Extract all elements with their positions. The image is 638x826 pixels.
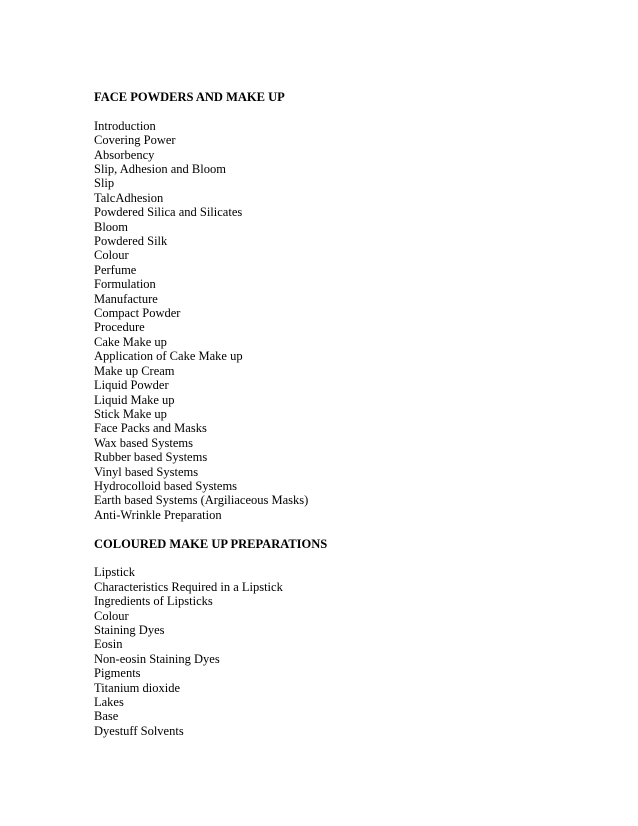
topic-list-item: Lipstick <box>94 565 135 580</box>
topic-list-item: Colour <box>94 608 129 623</box>
topic-list-item: Cake Make up <box>94 334 167 349</box>
topic-list-item: Eosin <box>94 637 123 652</box>
topic-list-item: Perfume <box>94 262 137 277</box>
topic-list-item: Vinyl based Systems <box>94 464 199 479</box>
section-heading-coloured-make-up: COLOURED MAKE UP PREPARATIONS <box>94 536 328 551</box>
topic-list-item: Base <box>94 709 119 724</box>
topic-list-item: Powdered Silica and Silicates <box>94 205 243 220</box>
topic-list-item: Slip <box>94 176 115 191</box>
topic-list-item: Staining Dyes <box>94 622 165 637</box>
topic-list-item: Stick Make up <box>94 406 167 421</box>
topic-list-item: Manufacture <box>94 291 158 306</box>
topic-list-item: Earth based Systems (Argiliaceous Masks) <box>94 493 309 508</box>
topic-list-item: Procedure <box>94 320 145 335</box>
topic-list-item: Wax based Systems <box>94 435 193 450</box>
topic-list-item: Introduction <box>94 118 156 133</box>
topic-list-item: Bloom <box>94 219 129 234</box>
topic-list-item: Hydrocolloid based Systems <box>94 478 238 493</box>
topic-list-item: TalcAdhesion <box>94 190 164 205</box>
topic-list-item: Characteristics Required in a Lipstick <box>94 579 283 594</box>
topic-list-item: Non-eosin Staining Dyes <box>94 651 220 666</box>
topic-list-item: Liquid Powder <box>94 378 169 393</box>
topic-list-item: Covering Power <box>94 133 176 148</box>
topic-list-item: Make up Cream <box>94 363 175 378</box>
topic-list-item: Slip, Adhesion and Bloom <box>94 162 226 177</box>
topic-list-item: Powdered Silk <box>94 234 168 249</box>
topic-list-item: Pigments <box>94 666 141 681</box>
topic-list-item: Colour <box>94 248 129 263</box>
topic-list-item: Application of Cake Make up <box>94 349 243 364</box>
topic-list-item: Face Packs and Masks <box>94 421 207 436</box>
topic-list-item: Dyestuff Solvents <box>94 723 184 738</box>
topic-list-item: Formulation <box>94 277 156 292</box>
topic-list-item: Ingredients of Lipsticks <box>94 594 213 609</box>
document-page <box>94 90 594 738</box>
topic-list-item: Anti-Wrinkle Preparation <box>94 507 222 522</box>
face-powders-topic-list <box>94 119 594 522</box>
topic-list-item: Lakes <box>94 695 124 710</box>
topic-list-item: Compact Powder <box>94 306 181 321</box>
topic-list-item: Titanium dioxide <box>94 680 181 695</box>
section-heading-face-powders: FACE POWDERS AND MAKE UP <box>94 90 285 104</box>
coloured-make-up-topic-list <box>94 565 594 738</box>
topic-list-item: Rubber based Systems <box>94 450 208 465</box>
topic-list-item: Liquid Make up <box>94 392 175 407</box>
topic-list-item: Absorbency <box>94 147 155 162</box>
